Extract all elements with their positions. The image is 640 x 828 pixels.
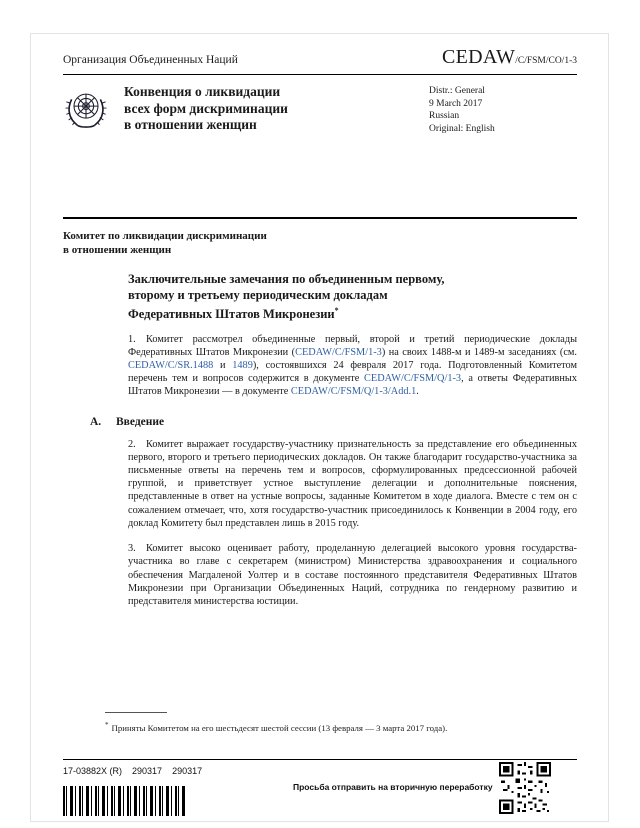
distribution-block	[429, 84, 577, 135]
section-heading-a	[90, 416, 577, 428]
paragraph-1	[128, 333, 577, 399]
paragraph-3: 3. Комитет высоко оценивает работу, проделанную делегацией высокого уровня государства-участника во главе с секретарем (министром) Министерства здравоохранения и социального обеспечения Магдаленой Уолтер и в составе постоянного представителя Федеративных Штатов Микронезии при Организации Объединенных Наций, сотрудника по гендерному развитию и представителя министерства юстиции.	[128, 543, 577, 607]
convention-title-line: в отношении женщин	[124, 117, 257, 132]
document-title-line-text: Федеративных Штатов Микронезии	[128, 307, 335, 322]
section-divider-rule	[63, 217, 577, 219]
text-segment: , а ответы Федеративных Штатов Микронезии — в документе	[128, 373, 577, 398]
text-segment: ), состоявшихся 24 февраля 2017 года. Подготовленный Комитетом перечень тем и вопросов содержится в документе	[128, 360, 577, 385]
un-emblem-icon	[63, 86, 109, 132]
document-symbol-link[interactable]: CEDAW/C/SR.1488	[128, 360, 214, 372]
document-id: 17-03882X (R) 290317 290317	[63, 766, 203, 776]
document-title	[128, 272, 577, 323]
convention-title-line: Конвенция о ликвидации	[124, 84, 281, 99]
document-title-line: второму и третьему периодическим докладам	[128, 287, 388, 302]
section-letter: A.	[90, 415, 102, 428]
page-content	[63, 46, 577, 608]
document-symbol-link[interactable]: CEDAW/C/FSM/Q/1-3	[364, 373, 462, 385]
barcode	[63, 786, 187, 816]
org-name: Организация Объединенных Наций	[63, 54, 238, 66]
document-title-line	[128, 303, 577, 323]
text-segment: .	[416, 386, 419, 398]
footnote-marker: *	[334, 306, 339, 315]
footnote-marker: *	[105, 721, 109, 729]
document-symbol-link[interactable]: CEDAW/C/FSM/1-3	[295, 346, 382, 358]
committee-name-line: Комитет по ликвидации дискриминации	[63, 230, 267, 242]
recycle-notice	[293, 779, 513, 795]
footnote-text	[105, 720, 535, 734]
footnote-body: Приняты Комитетом на его шестьдесят шестой сессии (13 февраля — 3 марта 2017 года).	[111, 722, 448, 733]
text-segment: ) на своих 1488-м и 1489-м заседаниях (см.	[381, 346, 577, 358]
committee-name-line: в отношении женщин	[63, 243, 172, 256]
document-header	[63, 46, 577, 75]
document-symbol-main: CEDAW	[442, 46, 516, 68]
footer-rule	[63, 759, 577, 760]
convention-title	[124, 84, 288, 135]
document-symbol	[442, 46, 577, 69]
qr-code	[499, 762, 551, 814]
document-symbol-link[interactable]: 1489	[232, 360, 253, 372]
masthead	[63, 84, 577, 135]
section-title: Введение	[116, 415, 165, 428]
convention-title-line: всех форм дискриминации	[124, 100, 288, 116]
distr-type: Distr.: General	[429, 86, 485, 96]
committee-name	[63, 230, 577, 257]
paragraph-2: 2. Комитет выражает государству-участнику признательность за представление его объединенных первого, второго и третьего периодических докладов. Он также благодарит государство-участника за письменные ответы на перечень тем и вопросов, сформулированных предсессионной рабочей группой, и приветствует устное выступление делегации и дополнительные пояснения, представленные в ответ на устные вопросы, заданные Комитетом в ходе диалога. Вместе с тем он с сожалением отмечает, что, хотя государство-участник присоединилось к Конвенции в 2004 году, его доклад Комитету был представлен лишь в 2015 году.	[128, 438, 577, 529]
text-segment: 1. Комитет рассмотрел объединенные первый, второй и третий периодические доклады Федеративных Штатов Микронезии (	[128, 333, 577, 358]
document-symbol-link[interactable]: CEDAW/C/FSM/Q/1-3/Add.1	[290, 386, 417, 398]
distr-original: Original: English	[429, 123, 495, 134]
distr-language: Russian	[429, 111, 460, 121]
recycle-text: Просьба отправить на вторичную переработку	[293, 782, 493, 792]
footnote	[105, 712, 535, 734]
footnote-separator	[105, 712, 167, 713]
text-segment: и	[213, 360, 233, 372]
distr-date: 9 March 2017	[429, 98, 483, 109]
document-title-line: Заключительные замечания по объединенным первому,	[128, 272, 445, 286]
document-symbol-suffix: /C/FSM/CO/1-3	[515, 56, 577, 66]
